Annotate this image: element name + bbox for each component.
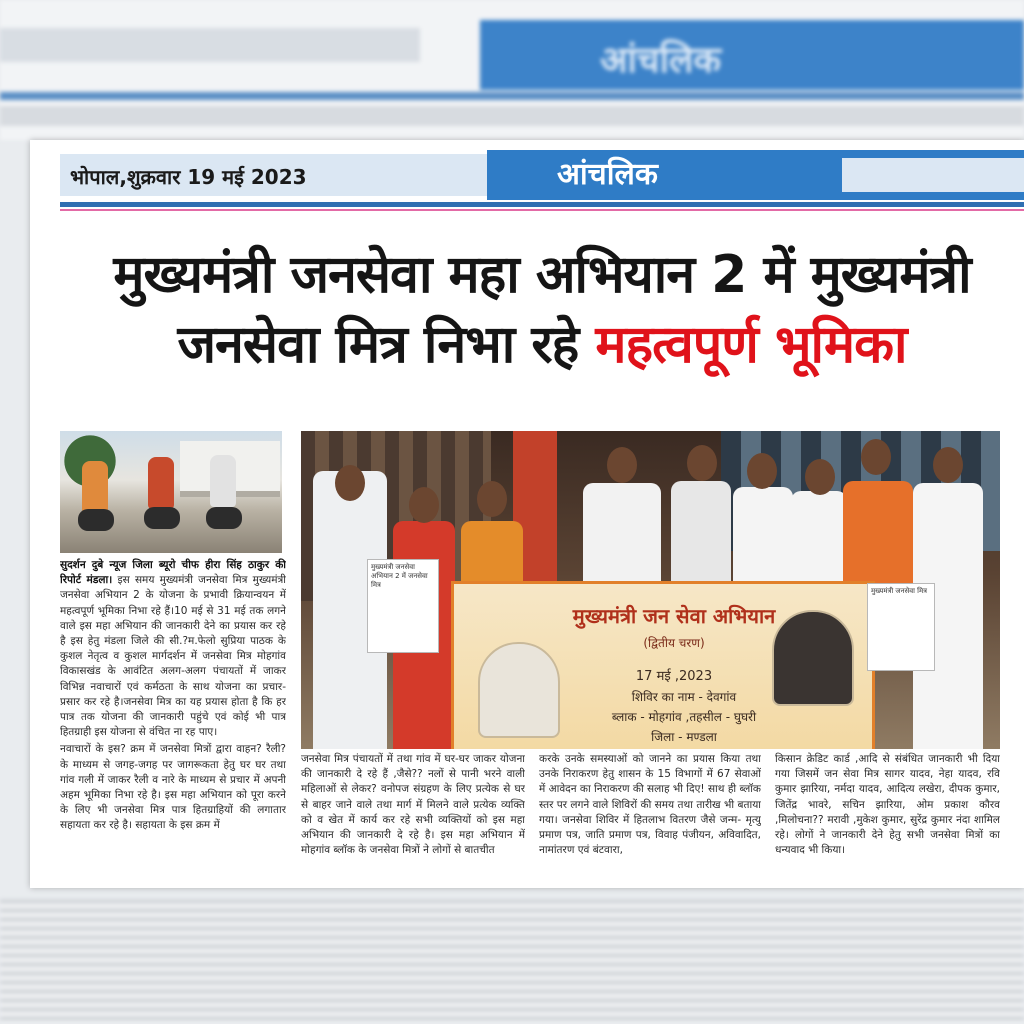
campaign-banner [451, 581, 875, 749]
person [733, 487, 793, 587]
person-head [335, 465, 365, 501]
banner-block-tehsil: ब्लाक - मोहगांव ,तहसील - घुघरी [611, 710, 757, 724]
date-line: भोपाल,शुक्रवार 19 मई 2023 [70, 165, 307, 189]
person-head [933, 447, 963, 483]
article-paragraph [60, 558, 286, 740]
background-date-strip [0, 28, 420, 62]
article-paragraph: जनसेवा मित्र पंचायतों में तथा गांव में घर-घर जाकर योजना की जानकारी दे रहे हैं ,जैसे?? नलों से पानी भरने वाली महिलाओं से लेकर? वनोपज संग्रहण के लिए प्रत्येक से घर से बाहर जाने वाले तथा मार्ग में मिलने वाले प्रत्येक व्यक्ति को व खेत में कार्य कर रहे सभी व्यक्तियों को इस महा अभियान की जानकारी दे रहे है। इस महा अभियान में मोहगांव ब्लॉक के जनसेवा मित्रों ने लोगों से बातचीत [301, 753, 525, 857]
header-right-block [842, 158, 1024, 192]
newspaper-clipping [30, 140, 1024, 888]
placard: मुख्यमंत्री जनसेवा मित्र [867, 583, 935, 671]
background-section-band [480, 20, 1024, 90]
article-column-3 [539, 752, 761, 874]
placard: मुख्यमंत्री जनसेवा अभियान 2 में जनसेवा मित्र [367, 559, 439, 653]
article-paragraph: किसान क्रेडिट कार्ड ,आदि से संबंधित जानकारी भी दिया गया जिसमें जन सेवा मित्र सागर यादव, नेहा यादव, रवि कुमार झारिया, नर्मदा यादव, आदित्य लखेरा, दीपक कुमार, जितेंद्र भावरे, सचिन झारिया, ओम प्रकाश कौरव ,मिलोचना?? मरावी ,मुकेश कुमार, सुरेंद्र कुमार नंदा शामिल रहे। लोगों ने जानकारी देने हेतु सभी जनसेवा मित्रों का धन्यवाद भी किया। [775, 753, 1000, 857]
article-paragraph: करके उनके समस्याओं को जानने का प्रयास किया तथा उनके निराकरण हेतु शासन के 15 विभागों में 67 सेवाओं में आवेदन का निराकरण की सलाह भी दिए! साथ ही ब्लॉक स्तर पर लगने वाले शिविरों की समय तथा तारीख भी बताया गया। जनसेवा शिविर में हितलाभ वितरण जैसे जन्म- मृत्यु प्रमाण पत्र, जाति प्रमाण पत्र, विवाह पंजीयन, अविवादित, नामांतरण एवं बंटवारा, [539, 753, 761, 857]
section-band [487, 150, 1024, 200]
portrait-left [478, 642, 560, 738]
background-rule [0, 92, 1024, 100]
article-paragraph: नवाचारों के इस? क्रम में जनसेवा मित्रों द्वारा वाहन? रैली? के माध्यम से जगह-जगह पर जागरूकता हेतु घर घर तथा गांव गली में जाकर रैली व नारे के माध्यम से प्रचार में अपनी अहम भूमिका निभा रहे है। इस महा अभियान को पूरा करने के लिए भी जनसेवा मित्र पात्र हितग्राहियों की लगातार सहायता कर रहे है। सहायता के इस क्रम में [60, 743, 286, 832]
header-accent-rule [60, 209, 1024, 211]
headline-red-part: महत्वपूर्ण भूमिका [595, 315, 907, 375]
rider [148, 457, 174, 509]
person-head [805, 459, 835, 495]
headline-line-1: मुख्यमंत्री जनसेवा महा अभियान 2 में मुख्यमंत्री [113, 245, 971, 305]
motorbike [206, 507, 242, 529]
rider [82, 461, 108, 513]
person [791, 491, 847, 587]
article-column-4 [775, 752, 1000, 874]
article-text: इस समय मुख्यमंत्री जनसेवा मित्र मुख्यमंत्री जनसेवा अभियान 2 के योजना के प्रभावी क्रियान्वयन में महत्वपूर्ण भूमिका निभा रहे हैं।10 मई से 31 मई तक लगने वाले इस महा अभियान की जानकारी देने का प्रयास कर रहे है इस हेतु मंडला जिले की सी.?म.फेलो सुप्रिया पाठक के कुशल नेतृत्व व कुशल मार्गदर्शन में जनसेवा मित्र मोहगांव विकासखंड के आवंटित अलग-अलग पंचायतों में जाकर विभिन्न नवाचारों एवं कर्मठता के साथ योजना का प्रचार-प्रसार कर रहे है।जनसेवा मित्र का यह प्रयास होता है कि हर पात्र तक योजना की जानकारी पहुंचे एवं कोई भी पात्र हितग्राही इस योजना से वंचित ना रह पाए। [60, 574, 286, 739]
background-page-header [0, 0, 1024, 140]
banner-title: मुख्यमंत्री जन सेवा अभियान [572, 604, 776, 628]
motorbike [144, 507, 180, 529]
headline [60, 240, 1024, 380]
background-section-label: आंचलिक [600, 40, 722, 81]
banner-camp-name: शिविर का नाम - देवगांव [631, 690, 737, 704]
header-rule [60, 202, 1024, 207]
bike-rally-photo [60, 431, 282, 553]
date-strip [60, 154, 510, 196]
motorbike [78, 509, 114, 531]
person-head [687, 445, 717, 481]
person-head [747, 453, 777, 489]
portrait-right [772, 610, 854, 706]
article-column-2 [301, 752, 525, 874]
byline: सुदर्शन दुबे न्यूज जिला ब्यूरो चीफ हीरा सिंह ठाकुर की रिपोर्ट मंडला। [60, 559, 286, 587]
person-head [477, 481, 507, 517]
person-head [409, 487, 439, 523]
headline-line-2 [60, 310, 1024, 380]
person [583, 483, 661, 593]
banner-date: 17 मई ,2023 [635, 669, 713, 684]
banner-district: जिला - मण्डला [651, 730, 717, 744]
group-photo [301, 431, 1000, 749]
rider [210, 455, 236, 507]
background-stripe [0, 106, 1024, 126]
article-column-1 [60, 558, 286, 874]
person-head [861, 439, 891, 475]
section-label: आंचलिक [557, 152, 707, 196]
person [671, 481, 731, 591]
person-head [607, 447, 637, 483]
headline-black-part: जनसेवा मित्र निभा रहे [177, 315, 596, 375]
background-blurred-text [0, 900, 1024, 1024]
banner-subtitle: (द्वितीय चरण) [643, 636, 705, 650]
